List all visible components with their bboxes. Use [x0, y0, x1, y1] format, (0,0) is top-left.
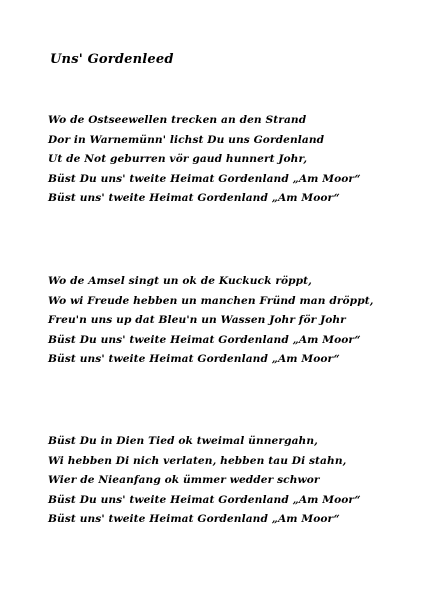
verse-line: Ut de Not geburren vör gaud hunnert Johr,: [48, 153, 308, 165]
verse-line: Büst uns' tweite Heimat Gordenland „Am Moor“: [48, 353, 340, 365]
verse-line: Büst Du uns' tweite Heimat Gordenland „Am Moor“: [48, 333, 361, 346]
verse-line: Wo wi Freude hebben un manchen Fründ man dröppt,: [48, 294, 374, 307]
verse-line: Büst Du uns' tweite Heimat Gordenland „Am Moor“: [48, 493, 361, 506]
stanza-2: [48, 272, 408, 370]
verse-line: Wo de Amsel singt un ok de Kuckuck röppt,: [48, 275, 312, 287]
verse-line: Büst uns' tweite Heimat Gordenland „Am Moor“: [48, 192, 340, 204]
verse-line: Wi hebben Di nich verlaten, hebben tau Di stahn,: [48, 454, 347, 467]
verse-line: Büst Du uns' tweite Heimat Gordenland „Am Moor“: [48, 172, 361, 185]
verse-line: Wo de Ostseewellen trecken an den Strand: [48, 114, 307, 126]
verse-line: Büst Du in Dien Tied ok tweimal ünnergahn,: [48, 435, 318, 447]
stanza-3: [48, 432, 408, 530]
verse-line: Dor in Warnemünn' lichst Du uns Gordenland: [48, 133, 325, 146]
verse-line: Büst uns' tweite Heimat Gordenland „Am Moor“: [48, 513, 340, 525]
verse-line: Wier de Nieanfang ok ümmer wedder schwor: [48, 474, 320, 486]
stanza-1: [48, 111, 408, 209]
verse-line: Freu'n uns up dat Bleu'n un Wassen Johr för Johr: [48, 314, 346, 326]
song-title: Uns' Gordenleed: [50, 52, 174, 67]
